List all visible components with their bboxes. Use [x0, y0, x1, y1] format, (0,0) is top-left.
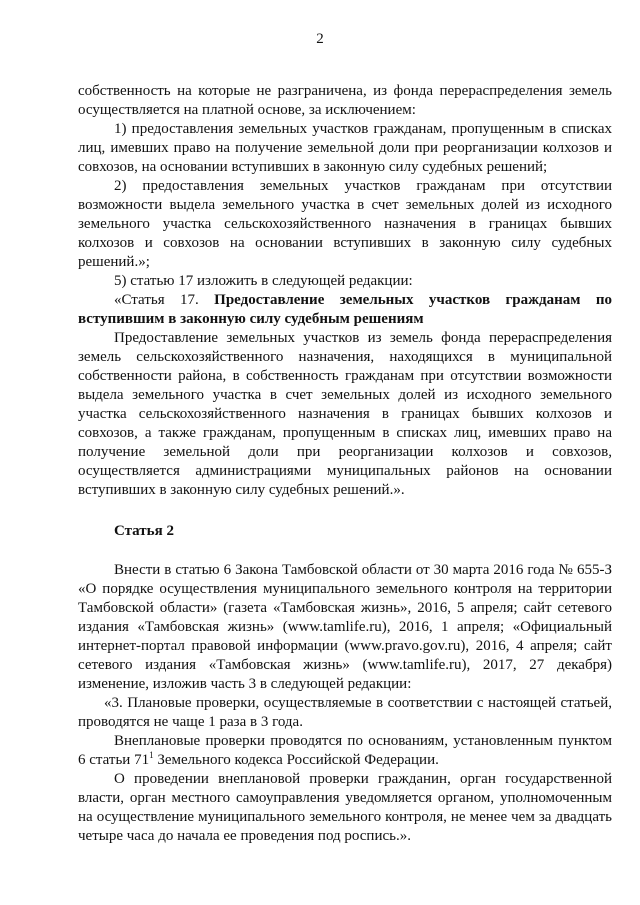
paragraph: 5) статью 17 изложить в следующей редакции:: [114, 273, 413, 289]
paragraph: собственность на которые не разграничена, из фонда перераспределения земель осуществляется на платной основе, за исключением:: [78, 83, 612, 118]
unplanned-superscript: 1: [149, 750, 154, 760]
unplanned-text-before: Внеплановые проверки проводятся по основаниям, установленным пунктом 6 статьи 71: [78, 733, 612, 768]
quote-paragraph: «3. Плановые проверки, осуществляемые в соответствии с настоящей статьей, проводятся не чаще 1 раза в 3 года.: [78, 695, 612, 730]
paragraph: 1) предоставления земельных участков гражданам, пропущенным в списках лиц, имевших право на получение земельной доли при реорганизации колхозов и совхозов, на основании вступивших в законную силу судебных решений;: [78, 121, 612, 175]
final-paragraph: О проведении внеплановой проверки гражданин, орган государственной власти, орган местного самоуправления уведомляется органом, уполномоченным на осуществление муниципального земельного контроля, не менее чем за двадцать четыре часа до начала ее проведения под роспись.».: [78, 771, 612, 844]
article-17-body: Предоставление земельных участков из земель фонда перераспределения земель сельскохозяйственного назначения, находящихся в муниципальной собственности района, в собственность гражданам при отсутствии возможности выдела земельного участка в счет земельных долей из исходного земельного участка сельскохозяйственного назначения в границах бывших колхозов и совхозов, а также гражданам, пропущенным в списках лиц, имевших право на получение земельной доли при реорганизации колхозов и совхозов, осуществляется администрациями муниципальных районов на основании вступивших в законную силу судебных решений.».: [78, 330, 612, 498]
unplanned-paragraph: [78, 732, 612, 770]
paragraph: 2) предоставления земельных участков гражданам при отсутствии возможности выдела земельного участка в счет земельных долей из исходного земельного участка сельскохозяйственного назначения в границах бывших колхозов и совхозов на основании вступивших в законную силу судебных решений.»;: [78, 178, 612, 270]
article-17-heading: [78, 291, 612, 329]
unplanned-text-after: Земельного кодекса Российской Федерации.: [153, 752, 439, 768]
document-body: [78, 82, 612, 846]
page-number: 2: [316, 31, 324, 47]
article-2-intro: Внести в статью 6 Закона Тамбовской области от 30 марта 2016 года № 655-З «О порядке осуществления муниципального земельного контроля на территории Тамбовской области» (газета «Тамбовская жизнь», 2016, 5 апреля; сайт сетевого издания «Тамбовская жизнь» (www.tamlife.ru), 2016, 1 апреля; «Официальный интернет-портал правовой информации (www.pravo.gov.ru), 2016, 4 апреля; сайт сетевого издания «Тамбовская жизнь» (www.tamlife.ru), 2017, 27 декабря) изменение, изложив часть 3 в следующей редакции:: [78, 562, 612, 692]
article-2-heading: Статья 2: [114, 523, 174, 539]
article-17-prefix: «Статья 17.: [114, 292, 199, 308]
article-17-title: Предоставление земельных участков гражданам по вступившим в законную силу судебным решениям: [78, 292, 612, 327]
